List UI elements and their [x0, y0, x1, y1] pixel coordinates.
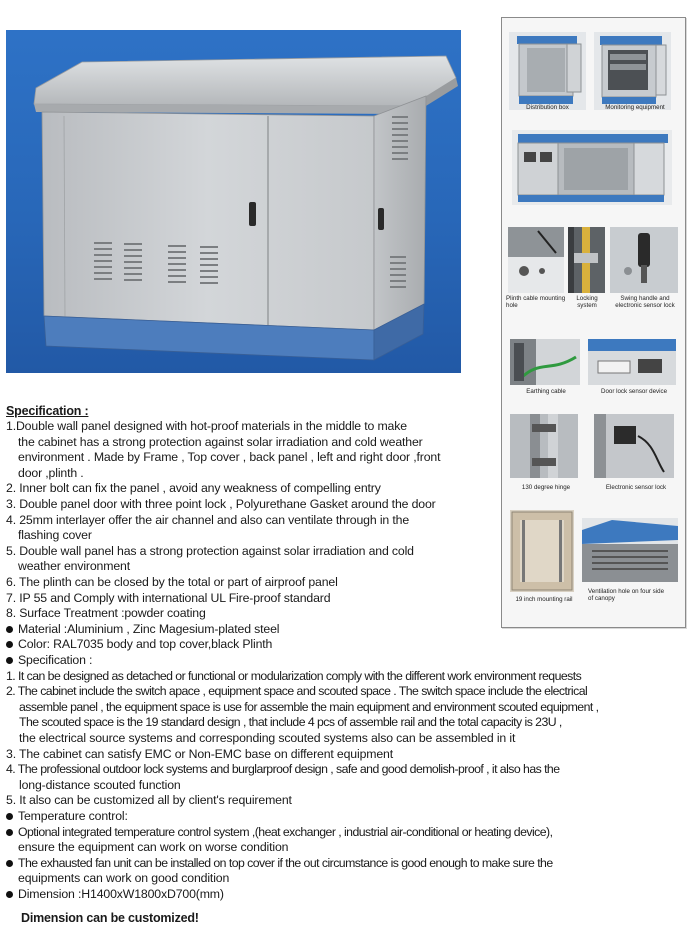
- cabinet-open-icon: [594, 32, 671, 110]
- spec-line: 8. Surface Treatment :powder coating: [6, 606, 206, 621]
- spec-line: long-distance scouted function: [19, 777, 181, 792]
- spec-line: 2. Inner bolt can fix the panel , avoid any weakness of compelling entry: [6, 481, 381, 496]
- spec-line: equipments can work on good condition: [18, 871, 230, 886]
- spec-line: assemble panel , the equipment space is use for assemble the main equipment and environment scouted equipment ,: [19, 699, 599, 714]
- spec-line: 6. The plinth can be closed by the total or part of airproof panel: [6, 575, 338, 589]
- spec-line: 2. The cabinet include the switch apace , equipment space and scouted space . The switch space include the electrical: [6, 684, 588, 699]
- plinth-hole-icon: [508, 227, 564, 293]
- caption-earthing-cable: Earthing cable: [526, 388, 566, 395]
- spec-bullet-line: The exhausted fan unit can be installed on top cover if the out circumstance is good enough to make sure the: [6, 856, 553, 872]
- distribution-box-photo: [509, 32, 586, 110]
- rack-rail-icon: [510, 510, 574, 592]
- bullet-icon: [6, 626, 13, 633]
- dimension-customized-note: Dimension can be customized!: [21, 911, 199, 925]
- open-cabinet-photo: [512, 130, 672, 205]
- caption-swing-handle: Swing handle and electronic sensor lock: [615, 295, 675, 309]
- spec-line: weather environment: [18, 559, 130, 574]
- caption-monitoring-equipment: Monitoring equipment: [605, 104, 665, 111]
- spec-bullet-line: Color: RAL7035 body and top cover,black Plinth: [6, 637, 272, 653]
- spec-bullet-line: Material :Aluminium , Zinc Magesium-plated steel: [6, 622, 279, 638]
- sensor-lock-icon: [594, 414, 674, 478]
- spec-line: 3. Double panel door with three point lock , Polyurethane Gasket around the door: [6, 497, 436, 511]
- cabinet-double-door-icon: [512, 130, 672, 205]
- spec-line: 1. It can be designed as detached or functional or modularization comply with the different work environment requests: [6, 668, 582, 683]
- caption-electronic-sensor: Electronic sensor lock: [605, 484, 667, 491]
- hero-cabinet-image: [6, 30, 461, 373]
- caption-mounting-rail: 19 inch mounting rail: [515, 596, 573, 603]
- earthing-cable-icon: [510, 339, 580, 385]
- caption-door-lock-sensor: Door lock sensor device: [600, 388, 668, 395]
- monitoring-equipment-photo: [594, 32, 671, 110]
- bullet-icon: [6, 860, 13, 867]
- feature-photo-gallery: [501, 17, 686, 628]
- bullet-icon: [6, 657, 13, 664]
- mounting-rail-photo: [510, 510, 574, 592]
- ventilation-photo: [582, 518, 678, 582]
- lock-rod-icon: [568, 227, 605, 293]
- caption-hinge: 130 degree hinge: [521, 484, 571, 491]
- spec-line: 5. Double wall panel has a strong protection against solar irradiation and cold: [6, 543, 414, 558]
- vent-canopy-icon: [582, 518, 678, 582]
- spec-line: 5. It also can be customized all by client's requirement: [6, 793, 292, 808]
- hinge-icon: [510, 414, 578, 478]
- spec-line: environment . Made by Frame , Top cover , back panel , left and right door ,front: [18, 450, 441, 465]
- caption-plinth-cable: Plinth cable mounting hole: [506, 295, 566, 309]
- spec-line: 7. IP 55 and Comply with international UL Fire-proof standard: [6, 590, 331, 605]
- electronic-sensor-photo: [594, 414, 674, 478]
- spec-line: 4. The professional outdoor lock systems and burglarproof design , safe and good demolish-proof , it also has the: [6, 762, 560, 777]
- earthing-cable-photo: [510, 339, 580, 385]
- spec-bullet-line: Dimension :H1400xW1800xD700(mm): [6, 887, 224, 903]
- plinth-cable-photo: [508, 227, 564, 293]
- caption-locking-system: Locking system: [576, 295, 598, 309]
- outdoor-cabinet-illustration: [6, 30, 461, 373]
- caption-distribution-box: Distribution box: [526, 104, 569, 111]
- spec-bullet-line: Temperature control:: [6, 809, 128, 825]
- bullet-icon: [6, 829, 13, 836]
- spec-line: the electrical source systems and corresponding scouted systems also can be assembled in it: [19, 731, 516, 745]
- swing-handle-icon: [610, 227, 678, 293]
- spec-line: 4. 25mm interlayer offer the air channel and also can ventilate through in the: [6, 512, 410, 527]
- spec-line: 3. The cabinet can satisfy EMC or Non-EMC base on different equipment: [6, 746, 393, 761]
- spec-line: the cabinet has a strong protection against solar irradiation and cold weather: [18, 434, 423, 449]
- spec-line: door ,plinth .: [18, 465, 84, 480]
- spec-line: The scouted space is the 19 standard design , that include 4 pcs of assemble rail and the total capacity is 23U ,: [19, 715, 562, 730]
- spec-line: flashing cover: [18, 528, 92, 543]
- bullet-icon: [6, 641, 13, 648]
- spec-bullet-line: Specification :: [6, 653, 92, 669]
- bullet-icon: [6, 891, 13, 898]
- hinge-photo: [510, 414, 578, 478]
- cabinet-open-icon: [509, 32, 586, 110]
- caption-ventilation: Ventilation hole on four side of canopy: [588, 588, 665, 602]
- bullet-icon: [6, 813, 13, 820]
- door-lock-sensor-photo: [588, 339, 676, 385]
- spec-bullet-line: Optional integrated temperature control system ,(heat exchanger , industrial air-conditional or heating device),: [6, 825, 552, 841]
- door-sensor-icon: [588, 339, 676, 385]
- specification-heading: Specification :: [6, 404, 89, 418]
- spec-line: 1.Double wall panel designed with hot-proof materials in the middle to make: [6, 419, 407, 433]
- swing-handle-photo: [610, 227, 678, 293]
- spec-line: ensure the equipment can work on worse condition: [18, 840, 289, 855]
- locking-system-photo: [568, 227, 605, 293]
